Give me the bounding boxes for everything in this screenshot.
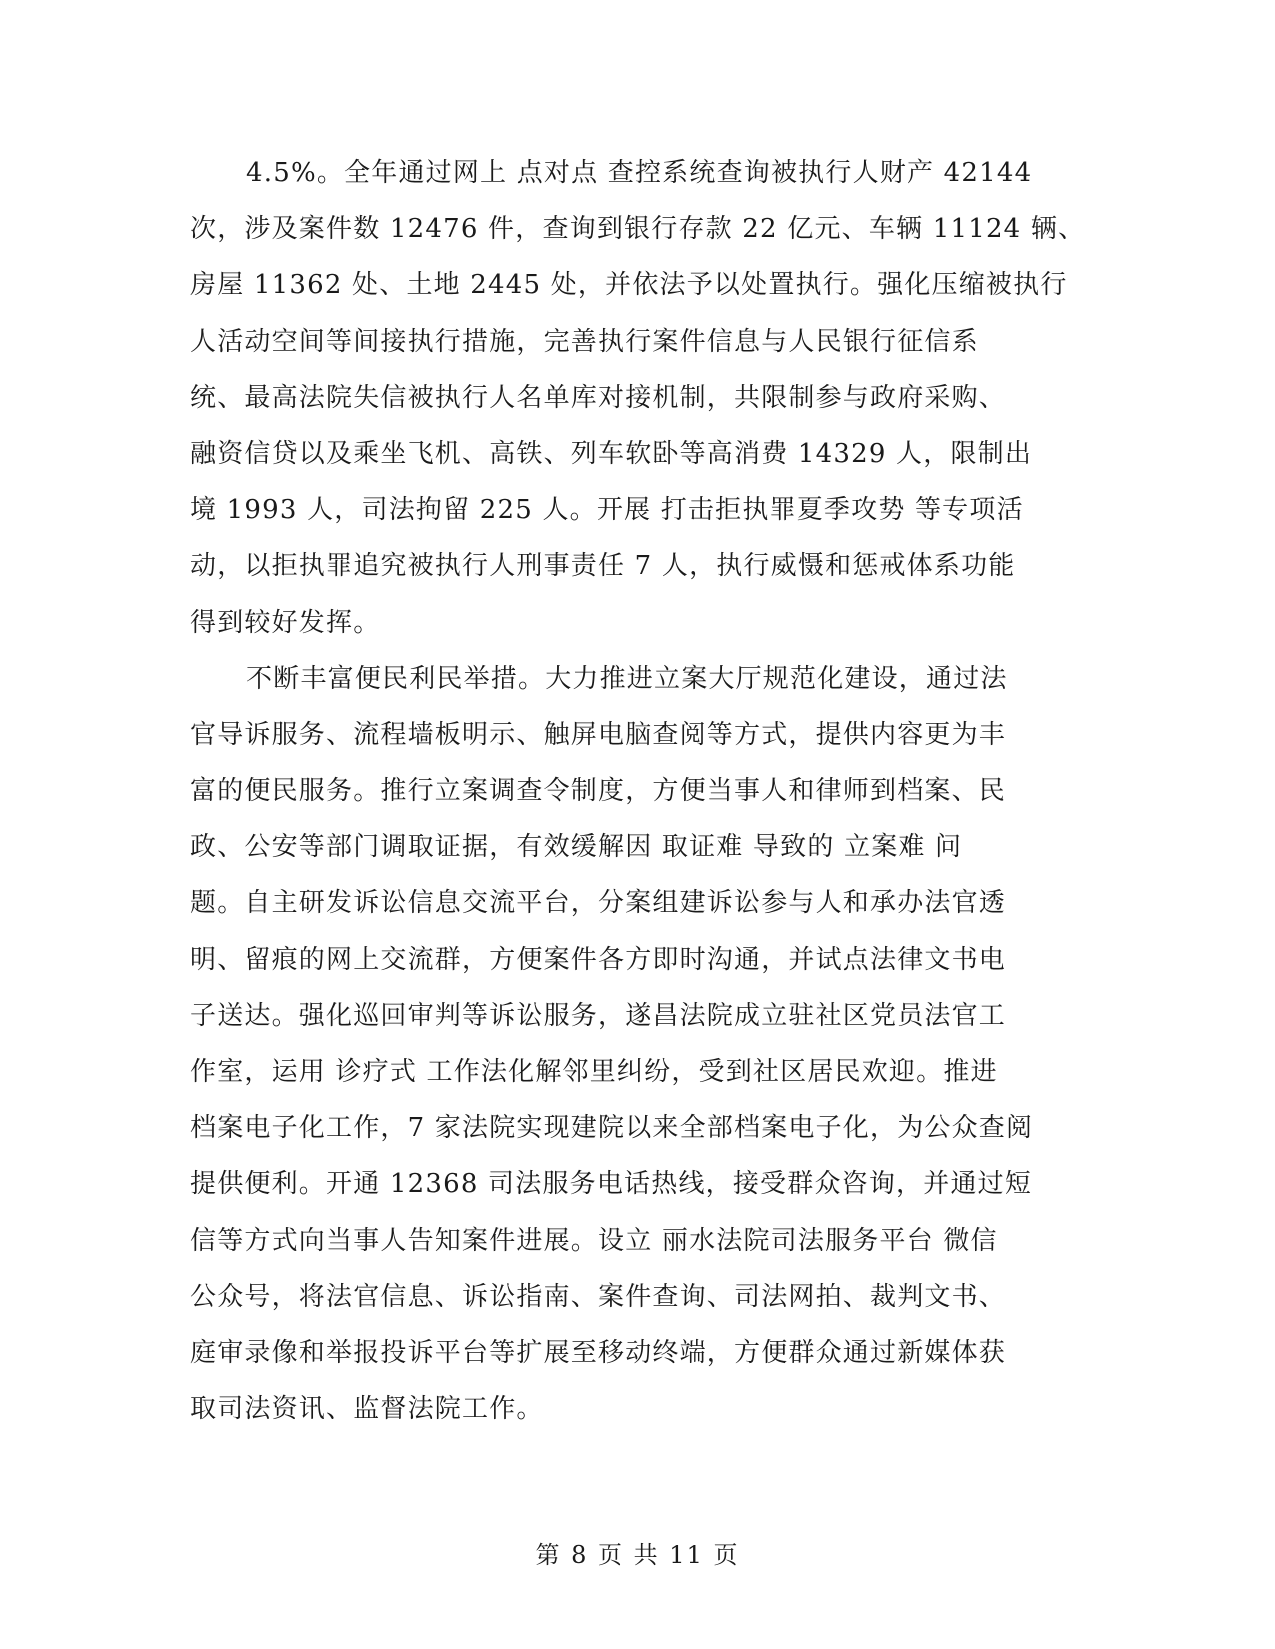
- text-line: 人活动空间等间接执行措施，完善执行案件信息与人民银行征信系: [190, 326, 979, 357]
- text-line: 境 1993 人，司法拘留 225 人。开展 打击拒执罪夏季攻势 等专项活: [190, 495, 1024, 526]
- text-line: 庭审录像和举报投诉平台等扩展至移动终端，方便群众通过新媒体获: [190, 1337, 1007, 1368]
- text-line: 档案电子化工作，7 家法院实现建院以来全部档案电子化，为公众查阅: [190, 1113, 1034, 1144]
- text-line: 明、留痕的网上交流群，方便案件各方即时沟通，并试点法律文书电: [190, 944, 1007, 975]
- text-line: 富的便民服务。推行立案调查令制度，方便当事人和律师到档案、民: [190, 776, 1007, 807]
- text-line: 次，涉及案件数 12476 件，查询到银行存款 22 亿元、车辆 11124 辆、: [190, 214, 1086, 245]
- text-line: 提供便利。开通 12368 司法服务电话热线，接受群众咨询，并通过短: [190, 1169, 1033, 1200]
- paragraph-1: [190, 145, 1086, 651]
- text-line: 统、最高法院失信被执行人名单库对接机制，共限制参与政府采购、: [190, 382, 1007, 413]
- text-line: 动，以拒执罪追究被执行人刑事责任 7 人，执行威慑和惩戒体系功能: [190, 551, 1016, 582]
- text-line: 官导诉服务、流程墙板明示、触屏电脑查阅等方式，提供内容更为丰: [190, 719, 1007, 750]
- page-number-footer: 第 8 页 共 11 页: [535, 1541, 740, 1569]
- text-line: 政、公安等部门调取证据，有效缓解因 取证难 导致的 立案难 问: [190, 832, 963, 863]
- paragraph-2: [190, 651, 1080, 1438]
- text-line: 子送达。强化巡回审判等诉讼服务，遂昌法院成立驻社区党员法官工: [190, 1000, 1007, 1031]
- text-line: 得到较好发挥。: [190, 607, 381, 638]
- text-line: 题。自主研发诉讼信息交流平台，分案组建诉讼参与人和承办法官透: [190, 888, 1007, 919]
- text-line: 公众号，将法官信息、诉讼指南、案件查询、司法网拍、裁判文书、: [190, 1281, 1007, 1312]
- text-line: 作室，运用 诊疗式 工作法化解邻里纠纷，受到社区居民欢迎。推进: [190, 1057, 998, 1087]
- body-text: [190, 145, 1086, 1437]
- text-line: 融资信贷以及乘坐飞机、高铁、列车软卧等高消费 14329 人，限制出: [190, 438, 1033, 469]
- text-line: 不断丰富便民利民举措。大力推进立案大厅规范化建设，通过法: [246, 663, 1008, 694]
- text-line: 信等方式向当事人告知案件进展。设立 丽水法院司法服务平台 微信: [190, 1225, 998, 1256]
- text-line: 4.5%。全年通过网上 点对点 查控系统查询被执行人财产 42144: [246, 158, 1033, 188]
- text-line: 房屋 11362 处、土地 2445 处，并依法予以处置执行。强化压缩被执行: [190, 270, 1068, 301]
- text-line: 取司法资讯、监督法院工作。: [190, 1394, 544, 1425]
